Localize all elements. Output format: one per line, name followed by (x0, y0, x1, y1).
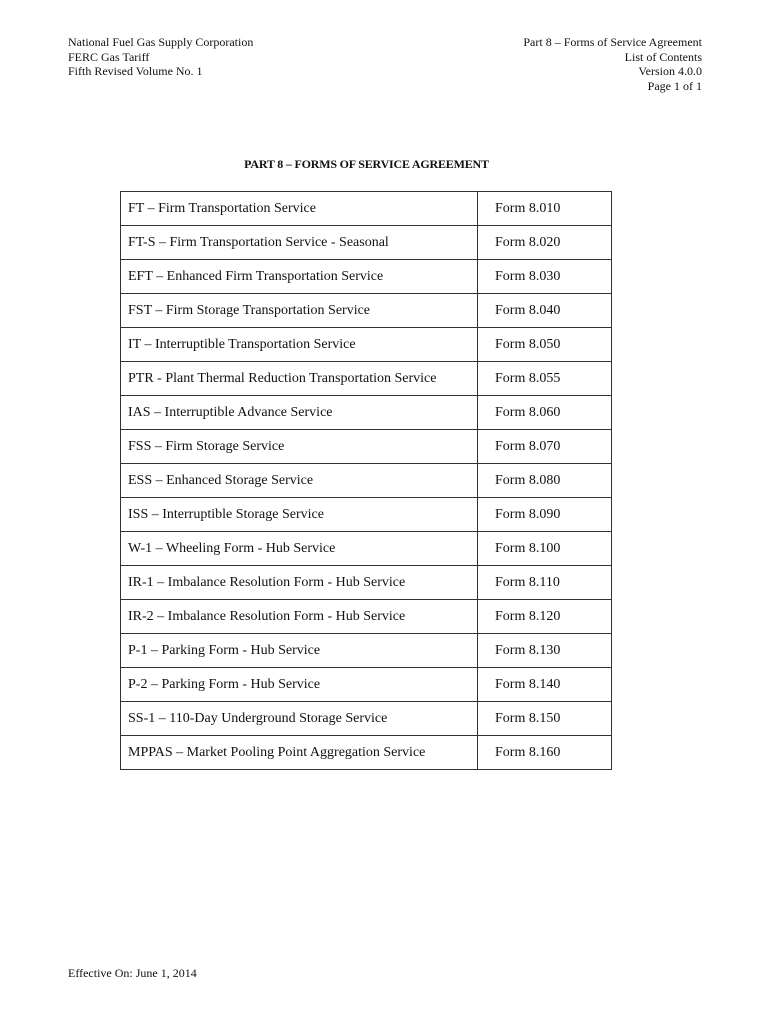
service-name-cell: P-2 – Parking Form - Hub Service (121, 668, 478, 702)
service-name-cell: IR-1 – Imbalance Resolution Form - Hub Service (121, 566, 478, 600)
form-number-cell: Form 8.120 (478, 600, 612, 634)
table-row (121, 294, 612, 328)
service-name-cell: FT-S – Firm Transportation Service - Seasonal (121, 226, 478, 260)
header-right (523, 35, 702, 93)
form-number-cell: Form 8.020 (478, 226, 612, 260)
service-name-cell: P-1 – Parking Form - Hub Service (121, 634, 478, 668)
company-name: National Fuel Gas Supply Corporation (68, 35, 254, 49)
form-number-cell: Form 8.110 (478, 566, 612, 600)
form-number-cell: Form 8.040 (478, 294, 612, 328)
service-name-cell: PTR - Plant Thermal Reduction Transportation Service (121, 362, 478, 396)
service-name-cell: IAS – Interruptible Advance Service (121, 396, 478, 430)
table-row (121, 430, 612, 464)
form-number-cell: Form 8.130 (478, 634, 612, 668)
page-title: PART 8 – FORMS OF SERVICE AGREEMENT (244, 157, 489, 171)
service-name-cell: EFT – Enhanced Firm Transportation Service (121, 260, 478, 294)
form-number-cell: Form 8.080 (478, 464, 612, 498)
form-number-cell: Form 8.100 (478, 532, 612, 566)
table-row (121, 396, 612, 430)
page-number: Page 1 of 1 (647, 78, 702, 93)
table-row (121, 702, 612, 736)
service-name-cell: IT – Interruptible Transportation Service (121, 328, 478, 362)
form-number-cell: Form 8.060 (478, 396, 612, 430)
table-row (121, 362, 612, 396)
service-name-cell: IR-2 – Imbalance Resolution Form - Hub Service (121, 600, 478, 634)
service-name-cell: FSS – Firm Storage Service (121, 430, 478, 464)
table-row (121, 566, 612, 600)
form-number-cell: Form 8.160 (478, 736, 612, 770)
table-row (121, 260, 612, 294)
part-label: Part 8 – Forms of Service Agreement (523, 35, 702, 49)
form-number-cell: Form 8.055 (478, 362, 612, 396)
version-label: Version 4.0.0 (638, 64, 702, 79)
service-name-cell: SS-1 – 110-Day Underground Storage Service (121, 702, 478, 736)
volume-label: Fifth Revised Volume No. 1 (68, 64, 203, 79)
table-row (121, 226, 612, 260)
table-row (121, 328, 612, 362)
forms-table (120, 191, 612, 770)
section-label: List of Contents (624, 49, 702, 64)
table-row (121, 192, 612, 226)
form-number-cell: Form 8.140 (478, 668, 612, 702)
service-name-cell: FT – Firm Transportation Service (121, 192, 478, 226)
form-number-cell: Form 8.030 (478, 260, 612, 294)
table-row (121, 668, 612, 702)
tariff-name: FERC Gas Tariff (68, 49, 150, 64)
service-name-cell: MPPAS – Market Pooling Point Aggregation Service (121, 736, 478, 770)
table-row (121, 464, 612, 498)
table-row (121, 498, 612, 532)
service-name-cell: ISS – Interruptible Storage Service (121, 498, 478, 532)
form-number-cell: Form 8.050 (478, 328, 612, 362)
table-row (121, 532, 612, 566)
service-name-cell: W-1 – Wheeling Form - Hub Service (121, 532, 478, 566)
header-left (68, 35, 253, 79)
form-number-cell: Form 8.070 (478, 430, 612, 464)
form-number-cell: Form 8.150 (478, 702, 612, 736)
table-row (121, 634, 612, 668)
service-name-cell: ESS – Enhanced Storage Service (121, 464, 478, 498)
effective-date: Effective On: June 1, 2014 (68, 966, 197, 980)
form-number-cell: Form 8.010 (478, 192, 612, 226)
forms-table-body (121, 192, 612, 770)
table-row (121, 600, 612, 634)
form-number-cell: Form 8.090 (478, 498, 612, 532)
table-row (121, 736, 612, 770)
service-name-cell: FST – Firm Storage Transportation Service (121, 294, 478, 328)
